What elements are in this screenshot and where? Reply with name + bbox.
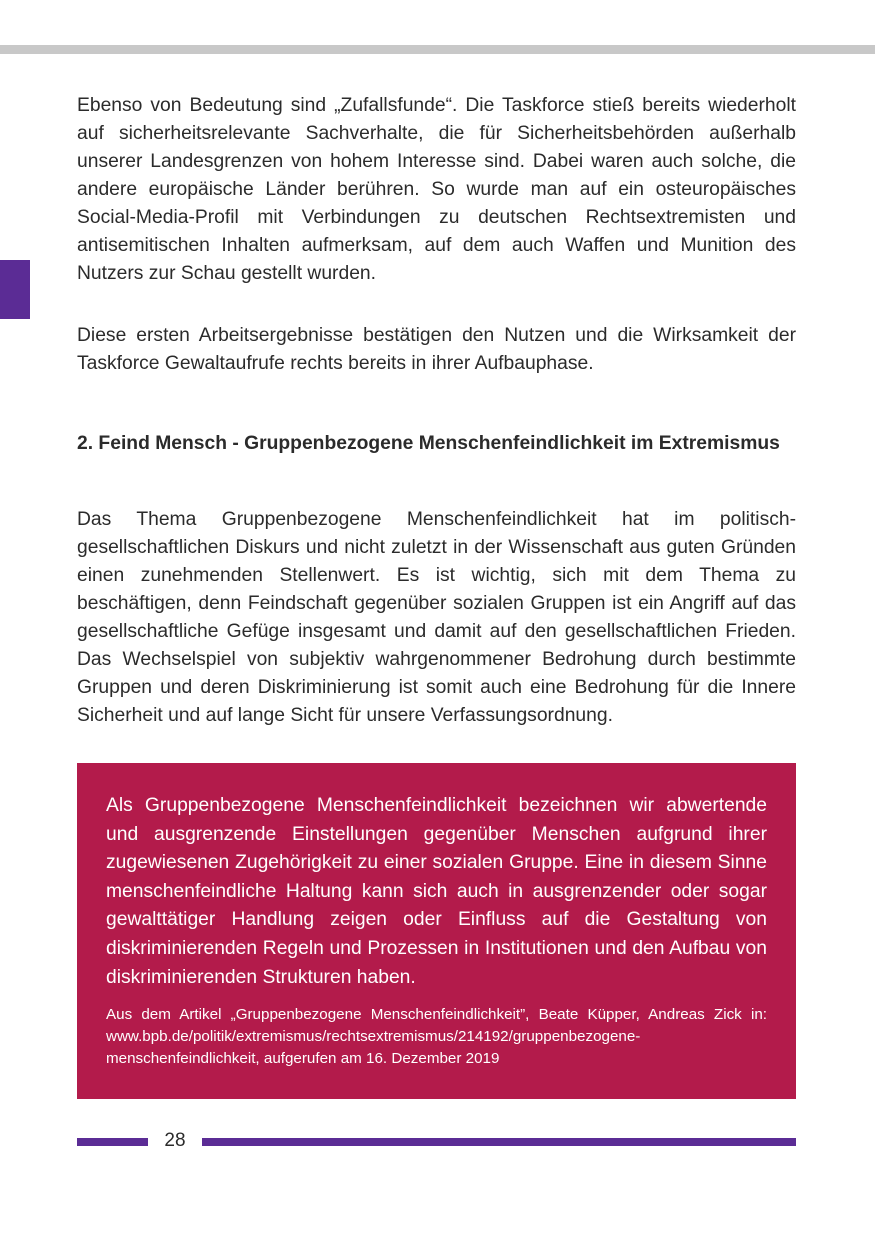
chapter-side-tab xyxy=(0,260,30,319)
paragraph-arbeitsergebnisse: Diese ersten Arbeitsergebnisse bestätigen den Nutzen und die Wirksamkeit der Taskforce Gewaltaufrufe rechts bereits in ihrer Aufbauphase. xyxy=(77,325,796,374)
page-number: 28 xyxy=(164,1130,186,1151)
definition-callout-box xyxy=(77,763,796,1099)
paragraph-gmf-thema: Das Thema Gruppenbezogene Menschenfeindlichkeit hat im politisch-gesellschaftlichen Diskurs und nicht zuletzt in der Wissenschaft aus guten Gründen einen zunehmenden Stellenwert. Es ist wichtig, sich mit dem Thema zu beschäftigen, denn Feindschaft gegenüber sozialen Gruppen ist ein Angriff auf das gesellschaftliche Gefüge insgesamt und damit auf den gesellschaftlichen Frieden. Das Wechselspiel von subjektiv wahrgenommener Bedrohung durch bestimmte Gruppen und deren Diskriminierung ist somit auch eine Bedrohung für die Innere Sicherheit und auf lange Sicht für unsere Verfassungsordnung. xyxy=(77,509,796,726)
top-rule xyxy=(0,45,875,54)
paragraph-zufallsfunde: Ebenso von Bedeutung sind „Zufallsfunde“. Die Taskforce stieß bereits wiederholt auf sicherheitsrelevante Sachverhalte, die für Sicherheitsbehörden außerhalb unserer Landesgrenzen von hohem Interesse sind. Dabei waren auch solche, die andere europäische Länder berühren. So wurde man auf ein osteuropäisches Social-Media-Profil mit Verbindungen zu deutschen Rechtsextremisten und antisemitischen Inhalten aufmerksam, auf dem auch Waffen und Munition des Nutzers zur Schau gestellt wurden. xyxy=(77,95,796,284)
footer-bar-left xyxy=(77,1138,148,1146)
callout-source-citation: Aus dem Artikel „Gruppenbezogene Menschenfeindlichkeit”, Beate Küpper, Andreas Zick in: www.bpb.de/politik/extremismus/rechtsextremismus/214192/gruppenbezogene-menschenfeindlichkeit, aufgerufen am 16. Dezember 2019 xyxy=(106,1006,767,1068)
footer-bar-right xyxy=(202,1138,796,1146)
section-heading: 2. Feind Mensch - Gruppenbezogene Menschenfeindlichkeit im Extremismus xyxy=(77,433,780,454)
callout-definition-text: Als Gruppenbezogene Menschenfeindlichkeit bezeichnen wir abwertende und ausgrenzende Einstellungen gegenüber Menschen aufgrund ihrer zugewiesenen Zugehörigkeit zu einer sozialen Gruppe. Eine in diesem Sinne menschenfeindliche Haltung kann sich auch in ausgrenzender oder sogar gewalttätiger Handlung zeigen oder Einfluss auf die Gestaltung von diskriminierenden Regeln und Prozessen in Institutionen und den Aufbau von diskriminierenden Strukturen haben. xyxy=(106,795,767,988)
